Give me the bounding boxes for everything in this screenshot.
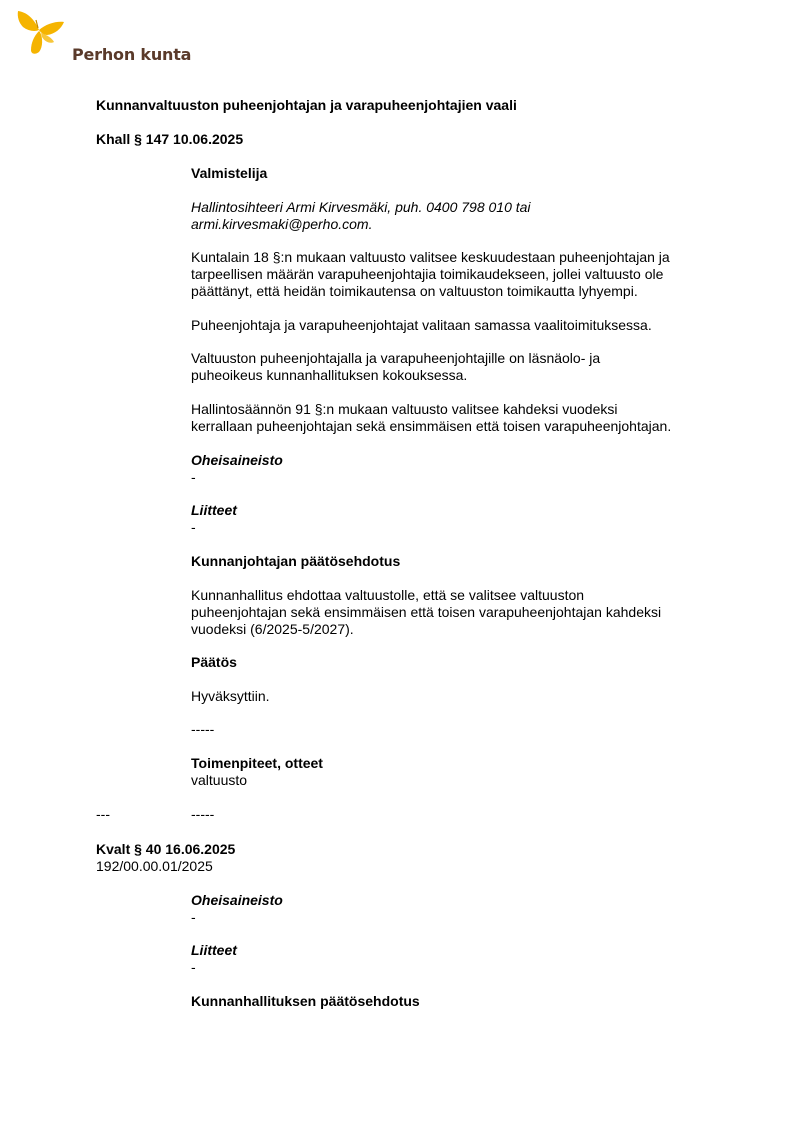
paragraph-line: tarpeellisen määrän varapuheenjohtajia toimikaudekseen, jollei valtuusto ole	[191, 266, 664, 282]
proposal-heading: Kunnanhallituksen päätösehdotus	[191, 993, 420, 1009]
paragraph-line: Hallintosäännön 91 §:n mukaan valtuusto valitsee kahdeksi vuodeksi	[191, 401, 618, 417]
separator-left: ---	[96, 806, 110, 822]
liitteet-heading: Liitteet	[191, 942, 237, 958]
separator: -----	[191, 721, 215, 737]
document-title: Kunnanvaltuuston puheenjohtajan ja varapuheenjohtajien vaali	[96, 97, 517, 113]
proposal-line: puheenjohtajan sekä ensimmäisen että toisen varapuheenjohtajan kahdeksi	[191, 604, 662, 620]
paragraph-kuntalaki	[191, 249, 670, 300]
paragraph-hallintosaanto	[191, 401, 671, 435]
proposal-heading: Kunnanjohtajan päätösehdotus	[191, 553, 401, 569]
preparer-info	[191, 199, 531, 233]
oheisaineisto-value: -	[191, 469, 196, 485]
paragraph-line: kerrallaan puheenjohtajan sekä ensimmäisen että toisen varapuheenjohtajan.	[191, 418, 672, 434]
separator: -----	[191, 806, 215, 822]
oheisaineisto-value: -	[191, 909, 196, 925]
oheisaineisto-heading: Oheisaineisto	[191, 892, 283, 908]
preparer-email: armi.kirvesmaki@perho.com.	[191, 216, 373, 232]
actions-value: valtuusto	[191, 772, 248, 788]
khall-heading: Khall § 147 10.06.2025	[96, 131, 244, 147]
liitteet-heading: Liitteet	[191, 502, 237, 518]
paragraph-vaalitoimitus: Puheenjohtaja ja varapuheenjohtajat valitaan samassa vaalitoimituksessa.	[191, 317, 652, 333]
decision-text: Hyväksyttiin.	[191, 688, 270, 704]
paragraph-line: puheoikeus kunnanhallituksen kokouksessa.	[191, 367, 468, 383]
butterfly-icon	[14, 8, 70, 60]
perho-logo	[14, 8, 194, 64]
preparer-heading: Valmistelija	[191, 165, 268, 181]
liitteet-value: -	[191, 519, 196, 535]
paragraph-line: päättänyt, että heidän toimikautensa on valtuuston toimikautta lyhyempi.	[191, 283, 638, 299]
preparer-line: Hallintosihteeri Armi Kirvesmäki, puh. 0400 798 010 tai	[191, 199, 531, 215]
proposal-text	[191, 587, 661, 638]
paragraph-puheoikeus	[191, 350, 600, 384]
liitteet-value: -	[191, 959, 196, 975]
record-number: 192/00.00.01/2025	[96, 858, 213, 874]
oheisaineisto-heading: Oheisaineisto	[191, 452, 283, 468]
actions-heading: Toimenpiteet, otteet	[191, 755, 323, 771]
proposal-line: Kunnanhallitus ehdottaa valtuustolle, että se valitsee valtuuston	[191, 587, 585, 603]
decision-heading: Päätös	[191, 654, 237, 670]
logo-text: Perhon kunta	[72, 45, 192, 64]
kvalt-heading: Kvalt § 40 16.06.2025	[96, 841, 236, 857]
paragraph-line: Valtuuston puheenjohtajalla ja varapuheenjohtajille on läsnäolo- ja	[191, 350, 601, 366]
proposal-line: vuodeksi (6/2025-5/2027).	[191, 621, 354, 637]
paragraph-line: Kuntalain 18 §:n mukaan valtuusto valitsee keskuudestaan puheenjohtajan ja	[191, 249, 670, 265]
